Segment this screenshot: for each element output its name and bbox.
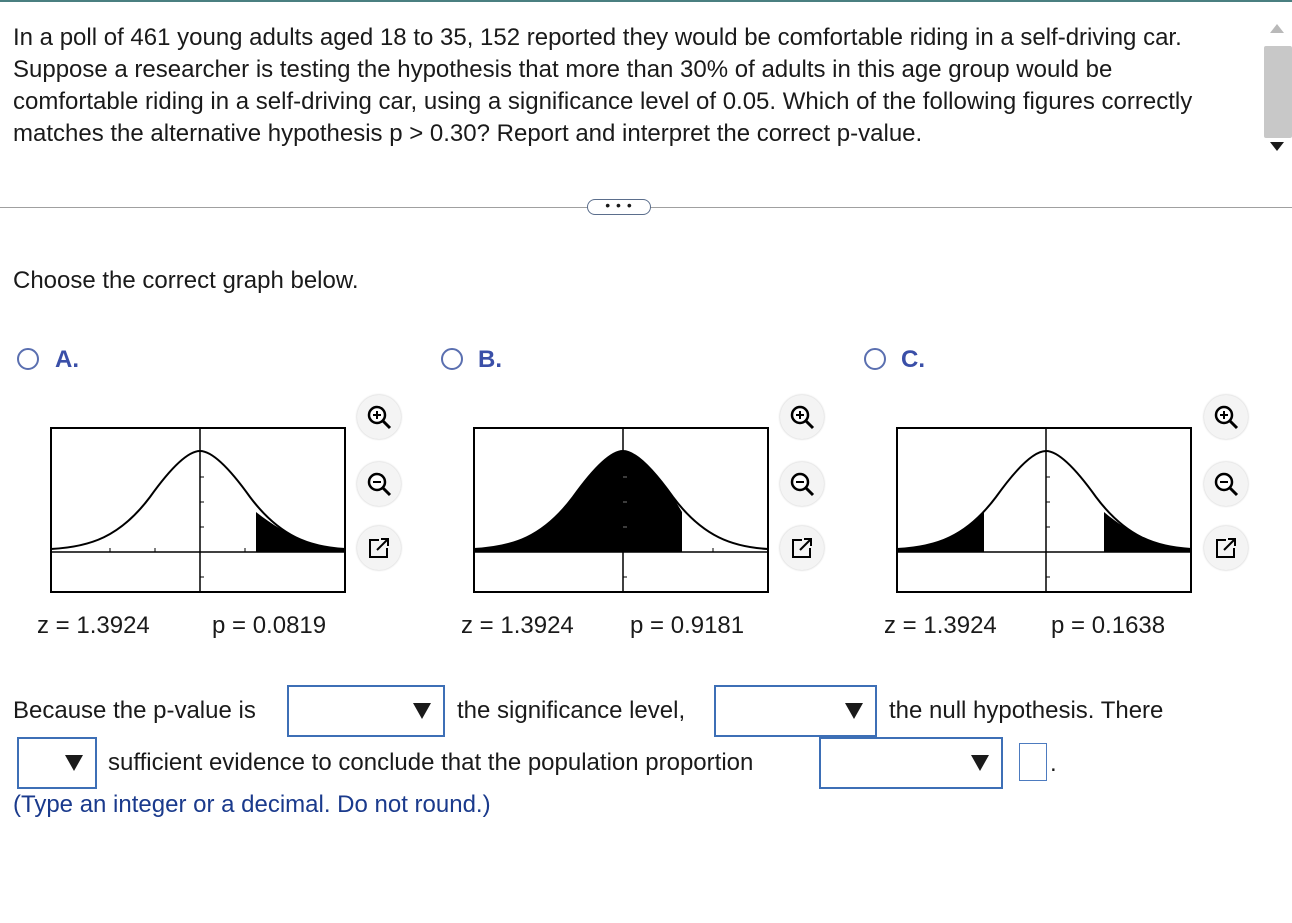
normal-curve-b [473, 427, 769, 593]
option-c-graph [896, 427, 1192, 593]
answer-text-part2: the significance level, [457, 697, 686, 724]
option-a-zoom-in-button[interactable] [357, 395, 401, 439]
proportion-comparison-dropdown[interactable] [819, 737, 1003, 789]
option-b-label: B. [478, 346, 502, 373]
answer-text-part4: sufficient evidence to conclude that the population proportion [108, 749, 754, 776]
option-a-popout-button[interactable] [357, 526, 401, 570]
zoom-in-icon [1212, 403, 1240, 431]
option-b-graph [473, 427, 769, 593]
option-c-label: C. [901, 346, 925, 373]
option-c-radio[interactable] [864, 348, 886, 370]
option-c-popout-button[interactable] [1204, 526, 1248, 570]
scroll-thumb[interactable] [1264, 46, 1292, 138]
proportion-value-input[interactable] [1019, 743, 1047, 781]
scroll-down-arrow-icon[interactable] [1270, 142, 1284, 151]
scroll-up-arrow-icon[interactable] [1270, 24, 1284, 33]
option-b-p-value: p = 0.9181 [630, 612, 745, 639]
dropdown-arrow-icon [845, 703, 863, 719]
popout-icon [365, 534, 393, 562]
option-a-z-value: z = 1.3924 [37, 612, 150, 639]
top-border [0, 0, 1292, 2]
normal-curve-a [50, 427, 346, 593]
evidence-dropdown[interactable] [17, 737, 97, 789]
option-a-p-value: p = 0.0819 [212, 612, 327, 639]
zoom-out-icon [788, 470, 816, 498]
option-a-zoom-out-button[interactable] [357, 462, 401, 506]
answer-text-part3: the null hypothesis. There [889, 697, 1164, 724]
pvalue-comparison-dropdown[interactable] [287, 685, 445, 737]
option-c-z-value: z = 1.3924 [884, 612, 997, 639]
option-a-radio[interactable] [17, 348, 39, 370]
dropdown-arrow-icon [971, 755, 989, 771]
option-c-zoom-out-button[interactable] [1204, 462, 1248, 506]
prompt-text: Choose the correct graph below. [13, 267, 359, 294]
zoom-in-icon [788, 403, 816, 431]
option-b-radio[interactable] [441, 348, 463, 370]
normal-curve-c [896, 427, 1192, 593]
option-a-label: A. [55, 346, 79, 373]
expand-more-button[interactable]: • • • [587, 199, 651, 215]
zoom-in-icon [365, 403, 393, 431]
question-text: In a poll of 461 young adults aged 18 to 35, 152 reported they would be comfortable riding in a self-driving car. Suppose a researcher is testing the hypothesis that more than 30% of adults in this age group would be comfortable riding in a self-driving car, using a significance level of 0.05. Which of the following figures correctly matches the alternative hypothesis p > 0.30? Report and interpret the correct p-value. [13, 24, 1193, 147]
input-hint: (Type an integer or a decimal. Do not round.) [13, 791, 491, 818]
dropdown-arrow-icon [413, 703, 431, 719]
option-a-graph [50, 427, 346, 593]
popout-icon [1212, 534, 1240, 562]
null-decision-dropdown[interactable] [714, 685, 877, 737]
option-b-popout-button[interactable] [780, 526, 824, 570]
sentence-period: . [1050, 750, 1057, 777]
option-b-zoom-out-button[interactable] [780, 462, 824, 506]
zoom-out-icon [1212, 470, 1240, 498]
answer-text-part1: Because the p-value is [13, 697, 256, 724]
option-b-zoom-in-button[interactable] [780, 395, 824, 439]
zoom-out-icon [365, 470, 393, 498]
option-b-z-value: z = 1.3924 [461, 612, 574, 639]
scrollbar[interactable] [1262, 12, 1292, 162]
option-c-p-value: p = 0.1638 [1051, 612, 1166, 639]
dropdown-arrow-icon [65, 755, 83, 771]
popout-icon [788, 534, 816, 562]
option-c-zoom-in-button[interactable] [1204, 395, 1248, 439]
